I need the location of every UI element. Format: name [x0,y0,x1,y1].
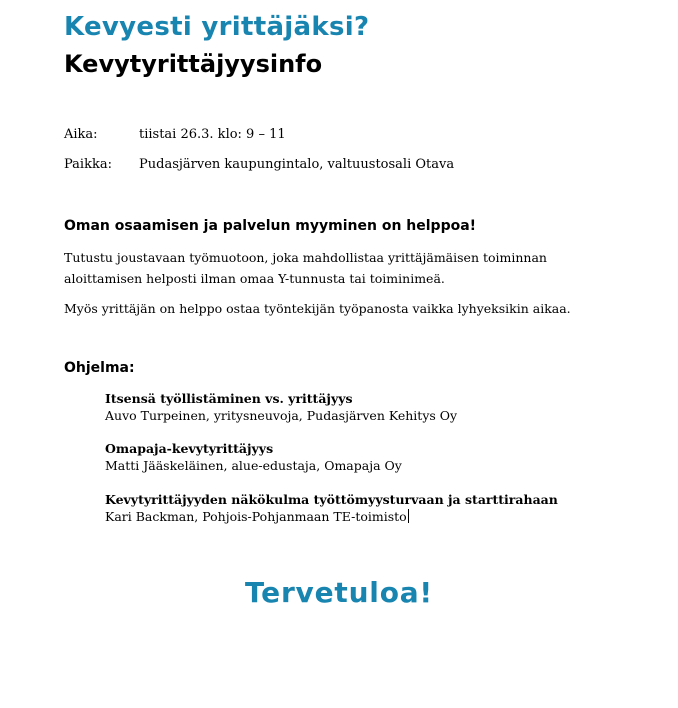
time-label: Aika: [64,127,98,142]
program-item-speaker-with-cursor[interactable] [105,509,409,524]
document-subtitle: Kevytyrittäjyysinfo [64,50,323,78]
program-item-speaker-text: Kari Backman, Pohjois-Pohjanmaan TE-toimisto [105,509,407,524]
program-item-speaker: Auvo Turpeinen, yritysneuvoja, Pudasjärven Kehitys Oy [105,408,458,423]
intro-paragraph-2: Myös yrittäjän on helppo ostaa työntekijän työpanosta vaikka lyhyeksikin aikaa. [64,301,571,316]
intro-paragraph: Tutustu joustavaan työmuotoon, joka mahdollistaa yrittäjämäisen toiminnan aloittamisen helposti ilman omaa Y-tunnusta tai toiminimeä. [64,250,547,286]
program-item-speaker: Matti Jääskeläinen, alue-edustaja, Omapaja Oy [105,458,402,473]
time-value: tiistai 26.3. klo: 9 – 11 [139,127,286,142]
place-label: Paikka: [64,157,112,172]
text-cursor [408,509,409,523]
intro-heading: Oman osaamisen ja palvelun myyminen on helppoa! [64,218,477,234]
document-title: Kevyesti yrittäjäksi? [64,12,370,42]
program-item-title: Omapaja-kevytyrittäjyys [105,441,274,456]
welcome-text: Tervetuloa! [244,576,434,609]
program-item-title: Itsensä työllistäminen vs. yrittäjyys [105,391,353,406]
place-value: Pudasjärven kaupungintalo, valtuustosali Otava [139,157,455,172]
program-item-title: Kevytyrittäjyyden näkökulma työttömyysturvaan ja starttirahaan [105,492,558,507]
program-heading: Ohjelma: [64,360,135,376]
